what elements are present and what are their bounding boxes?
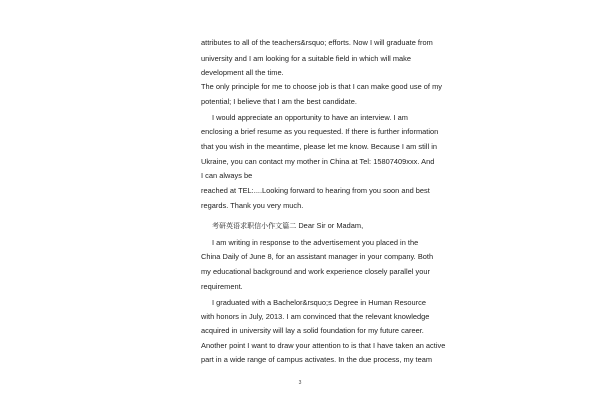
salutation: Dear Sir or Madam,	[298, 221, 364, 230]
text-line: regards. Thank you very much.	[201, 201, 304, 210]
paragraph-first-line: I am writing in response to the advertisement you placed in the	[212, 238, 419, 247]
paragraph-first-line: I graduated with a Bachelor&rsquo;s Degree in Human Resource	[212, 298, 427, 307]
text-line: reached at TEL:....Looking forward to hearing from you soon and best	[201, 186, 430, 195]
page-number: 3	[298, 380, 302, 386]
text-line: part in a wide range of campus activates. In the due process, my team	[201, 355, 433, 364]
text-line: Ukraine, you can contact my mother in China at Tel: 15807409xxx. And	[201, 157, 435, 166]
section-heading: 考研英语求职信小作文篇二	[212, 222, 297, 230]
text-line: China Daily of June 8, for an assistant manager in your company. Both	[201, 252, 434, 261]
text-line: with honors in July, 2013. I am convinced that the relevant knowledge	[201, 312, 430, 321]
text-line: university and I am looking for a suitable field in which will make	[201, 54, 412, 63]
text-line: The only principle for me to choose job is that I can make good use of my	[201, 82, 442, 91]
text-line: development all the time.	[201, 68, 284, 77]
text-line: my educational background and work experience closely parallel your	[201, 267, 430, 276]
text-line: attributes to all of the teachers&rsquo; efforts. Now I will graduate from	[201, 38, 433, 47]
section-heading-line	[212, 221, 399, 231]
paragraph-first-line: I would appreciate an opportunity to have an interview. I am	[212, 113, 408, 122]
text-line: enclosing a brief resume as you requested. If there is further information	[201, 127, 439, 136]
text-line: Another point I want to draw your attention to is that I have taken an active	[201, 341, 446, 350]
text-line: potential; I believe that I am the best candidate.	[201, 97, 357, 106]
text-line: requirement.	[201, 282, 243, 291]
text-line: that you wish in the meantime, please let me know. Because I am still in	[201, 142, 438, 151]
text-line: acquired in university will lay a solid foundation for my future career.	[201, 326, 424, 335]
text-line: I can always be	[201, 171, 253, 180]
